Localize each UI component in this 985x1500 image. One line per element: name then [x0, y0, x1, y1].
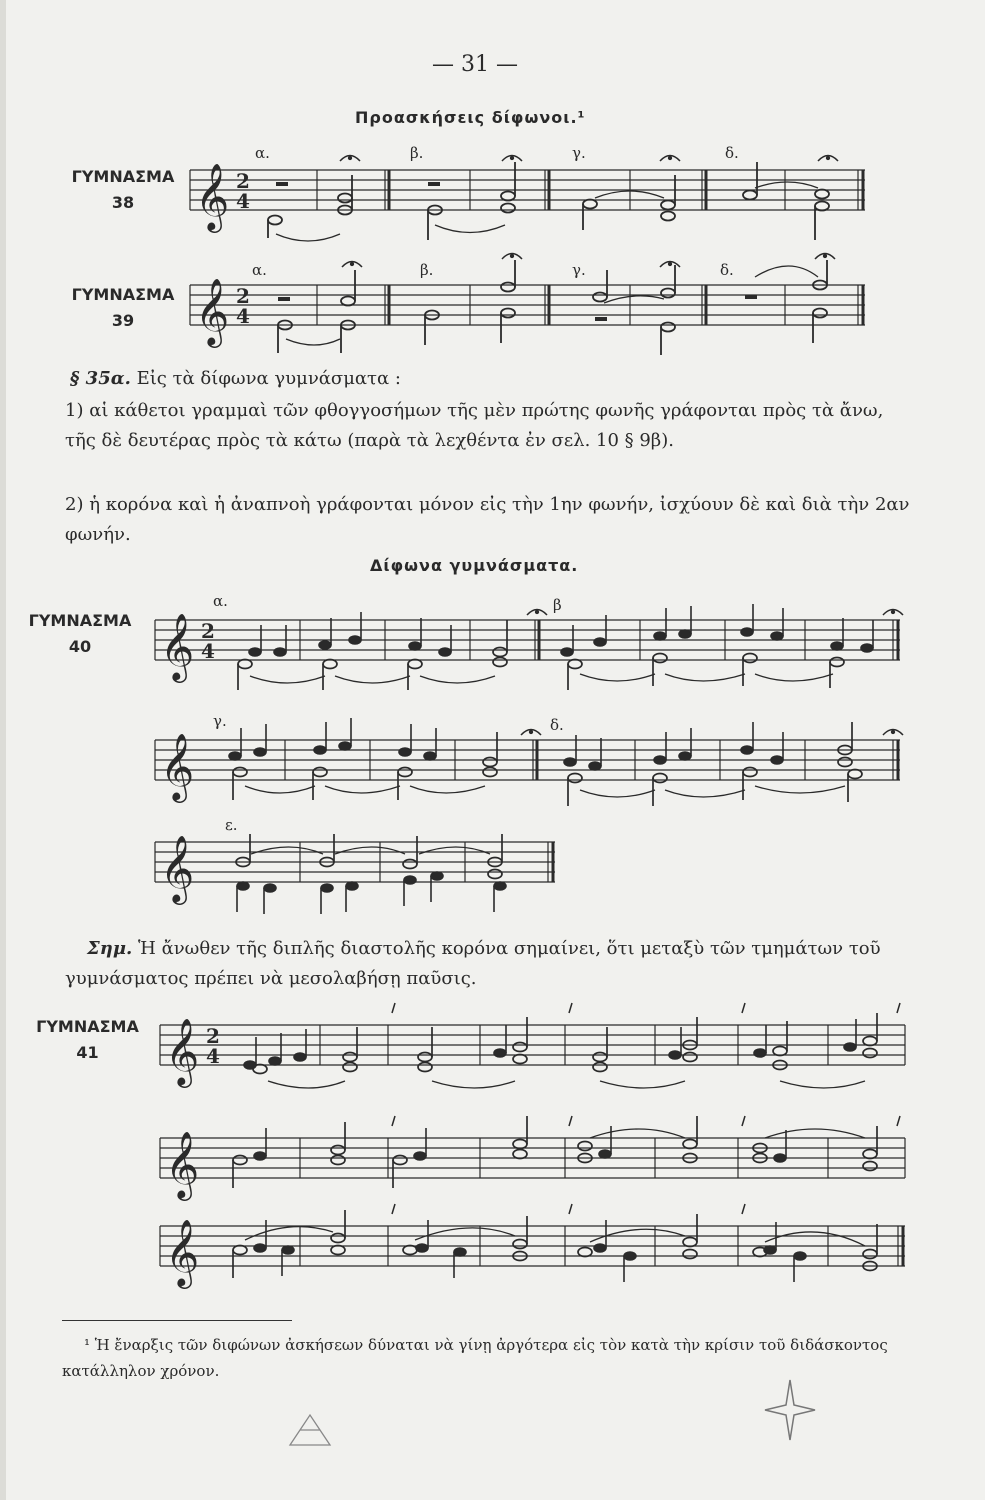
- note-half: [653, 774, 667, 783]
- breath-mark-icon: [569, 1003, 572, 1013]
- staff-40-line3: [155, 812, 565, 922]
- note-half: [815, 190, 829, 199]
- note-half: [418, 1063, 432, 1072]
- section-number: § 35α.: [70, 368, 131, 389]
- note-half: [398, 768, 412, 777]
- note-quarter: [321, 884, 333, 892]
- tie-icon: [765, 1129, 865, 1138]
- breath-mark-icon: [742, 1116, 745, 1126]
- tie-icon: [419, 847, 490, 854]
- tie-icon: [755, 182, 818, 188]
- note-quarter: [741, 746, 753, 754]
- note-quarter: [264, 884, 276, 892]
- tie-icon: [590, 1129, 685, 1138]
- note-quarter: [404, 876, 416, 884]
- note-quarter: [771, 632, 783, 640]
- tie-icon: [432, 1081, 515, 1088]
- section-letter: β: [553, 596, 562, 614]
- note-quarter: [494, 1049, 506, 1057]
- note-quarter: [494, 882, 506, 890]
- tie-icon: [325, 786, 400, 793]
- note-half: [253, 1065, 267, 1074]
- exercise-label-word: ΓΥΜΝΑΣΜΑ: [36, 1017, 139, 1036]
- note-quarter: [294, 1053, 306, 1061]
- note-quarter: [414, 1152, 426, 1160]
- tie-icon: [755, 674, 833, 681]
- footnote-rule: [62, 1320, 292, 1321]
- section-title-exercises: Δίφωνα γυμνάσματα.: [370, 556, 579, 575]
- note-quarter: [416, 1244, 428, 1252]
- note-quarter: [754, 1049, 766, 1057]
- note-half: [268, 216, 282, 225]
- tie-icon: [665, 674, 745, 681]
- note-half: [863, 1150, 877, 1159]
- tie-icon: [755, 786, 845, 793]
- breath-mark-icon: [569, 1204, 572, 1214]
- note-half: [331, 1146, 345, 1155]
- note-quarter: [794, 1252, 806, 1260]
- note-half: [863, 1037, 877, 1046]
- tie-icon: [580, 790, 655, 797]
- half-rest-icon: [595, 317, 607, 321]
- breath-mark-icon: [897, 1116, 900, 1126]
- note-quarter: [339, 742, 351, 750]
- note-quarter: [424, 752, 436, 760]
- note-half: [233, 1246, 247, 1255]
- note-half: [513, 1043, 527, 1052]
- note-half: [683, 1140, 697, 1149]
- note-half: [593, 293, 607, 302]
- note-quarter: [654, 756, 666, 764]
- paragraph-35a-intro: [70, 364, 910, 394]
- exercise-label-word: ΓΥΜΝΑΣΜΑ: [71, 167, 175, 186]
- breath-mark-icon: [392, 1204, 395, 1214]
- note-half: [683, 1250, 697, 1259]
- note-quarter: [589, 762, 601, 770]
- note-half: [338, 194, 352, 203]
- note-half: [830, 658, 844, 667]
- note-half: [661, 212, 675, 221]
- note-half: [848, 770, 862, 779]
- note-half: [483, 768, 497, 777]
- note-half: [813, 309, 827, 318]
- note-half: [493, 648, 507, 657]
- tie-icon: [286, 339, 340, 345]
- exercise-label-41: [30, 1014, 145, 1066]
- time-signature-bottom: 4: [236, 189, 250, 213]
- exercise-number: 38: [111, 193, 135, 212]
- treble-clef-icon: 𝄞: [195, 277, 230, 345]
- time-signature-bottom: 4: [206, 1044, 220, 1068]
- note-half: [661, 201, 675, 210]
- exercise-number: 40: [68, 637, 92, 656]
- time-signature-bottom: 4: [236, 304, 250, 328]
- note-half: [408, 660, 422, 669]
- note-half: [501, 283, 515, 292]
- note-half: [513, 1055, 527, 1064]
- note-quarter: [346, 882, 358, 890]
- section-letter: α.: [255, 144, 270, 162]
- note-half: [501, 309, 515, 318]
- note-half: [683, 1238, 697, 1247]
- note-quarter: [654, 632, 666, 640]
- time-signature-top: 2: [236, 284, 250, 308]
- staff-40-line1: [155, 590, 905, 700]
- exercise-number: 39: [111, 311, 135, 330]
- note-quarter: [431, 872, 443, 880]
- tie-icon: [755, 266, 818, 277]
- pencil-scribble-icon: [280, 1405, 340, 1455]
- staff-41-line3: [160, 1196, 910, 1306]
- note-text: Ἡ ἄνωθεν τῆς διπλῆς διαστολῆς κορόνα σημαίνει, ὅτι μεταξὺ τῶν τμημάτων τοῦ γυμνάσματος πρέπει νὰ μεσολαβήσῃ παῦσις.: [65, 938, 881, 989]
- pencil-star-icon: [760, 1375, 820, 1445]
- treble-clef-icon: 𝄞: [160, 732, 195, 800]
- note-quarter: [679, 752, 691, 760]
- tie-icon: [335, 847, 405, 854]
- note-quarter: [409, 642, 421, 650]
- tie-icon: [600, 1081, 685, 1088]
- exercise-label-word: ΓΥΜΝΑΣΜΑ: [28, 611, 132, 630]
- note-half: [743, 654, 757, 663]
- section-letter: α.: [213, 592, 228, 610]
- breath-mark-icon: [392, 1116, 395, 1126]
- note-half: [331, 1156, 345, 1165]
- note-quarter: [564, 758, 576, 766]
- note-half: [568, 774, 582, 783]
- page-number: — 31 —: [432, 52, 518, 77]
- note-half: [393, 1156, 407, 1165]
- half-rest-icon: [745, 295, 757, 299]
- half-rest-icon: [428, 182, 440, 186]
- exercise-label-word: ΓΥΜΝΑΣΜΑ: [71, 285, 175, 304]
- tie-icon: [765, 1232, 865, 1246]
- note-half: [313, 768, 327, 777]
- note-quarter: [594, 1244, 606, 1252]
- note-half: [743, 768, 757, 777]
- footnote: ¹ Ἡ ἔναρξις τῶν διφώνων ἀσκήσεων δύναται νὰ γίνῃ ἀργότερα εἰς τὸν κατὰ τὴν κρίσιν τοῦ διδάσκοντος κατάλληλον χρόνον.: [62, 1336, 888, 1380]
- tie-icon: [580, 674, 655, 681]
- note-half: [233, 1156, 247, 1165]
- tie-icon: [335, 676, 410, 683]
- note-head: Σημ.: [87, 938, 133, 959]
- note-quarter: [244, 1061, 256, 1069]
- note-half: [661, 323, 675, 332]
- note-quarter: [254, 748, 266, 756]
- page-edge: [0, 0, 6, 1500]
- note-quarter: [831, 642, 843, 650]
- exercise-number: 41: [76, 1043, 99, 1062]
- staff-39: [190, 255, 870, 365]
- note-half: [683, 1053, 697, 1062]
- tie-icon: [245, 786, 315, 793]
- note-quarter: [254, 1152, 266, 1160]
- tie-icon: [435, 225, 505, 233]
- note-half: [343, 1063, 357, 1072]
- time-signature-top: 2: [201, 619, 215, 643]
- time-signature-top: 2: [206, 1024, 220, 1048]
- note-half: [331, 1246, 345, 1255]
- section-title-preliminary: Προασκήσεις δίφωνοι.¹: [355, 108, 586, 127]
- tie-icon: [604, 296, 664, 303]
- exercise-label-38: [58, 164, 188, 216]
- note-half: [743, 191, 757, 200]
- paragraph-35a-rule1: 1) αἱ κάθετοι γραμμαὶ τῶν φθογγοσήμων τῆς μὲν πρώτης φωνῆς γράφονται πρὸς τὰ ἄνω, τῆς δὲ δευτέρας πρὸς τὰ κάτω (παρὰ τὰ λεχθέντα ἐν σελ. 10 § 9β).: [65, 400, 884, 451]
- breath-mark-icon: [742, 1204, 745, 1214]
- treble-clef-icon: 𝄞: [165, 1218, 200, 1286]
- note-quarter: [669, 1051, 681, 1059]
- breath-mark-icon: [392, 1003, 395, 1013]
- time-signature-bottom: 4: [201, 639, 215, 663]
- note-quarter: [269, 1057, 281, 1065]
- note-quarter: [399, 748, 411, 756]
- tie-icon: [410, 786, 485, 793]
- section-letter: γ.: [213, 712, 227, 730]
- note-quarter: [844, 1043, 856, 1051]
- tie-icon: [665, 790, 745, 797]
- note-quarter: [319, 641, 331, 649]
- note-quarter: [741, 628, 753, 636]
- note-half: [513, 1240, 527, 1249]
- section-letter: γ.: [572, 261, 586, 279]
- tie-icon: [251, 847, 323, 854]
- note-half: [418, 1053, 432, 1062]
- tie-icon: [415, 1228, 515, 1240]
- note-half: [488, 870, 502, 879]
- paragraph-35a-rule2: 2) ἡ κορόνα καὶ ἡ ἀναπνοὴ γράφονται μόνον εἰς τὴν 1ην φωνήν, ἰσχύουν δὲ καὶ διὰ τὴν 2αν φωνήν.: [65, 494, 910, 545]
- section-intro-text: Εἰς τὰ δίφωνα γυμνάσματα :: [136, 368, 401, 389]
- breath-mark-icon: [897, 1003, 900, 1013]
- exercise-label-39: [58, 282, 188, 334]
- note-half: [593, 1063, 607, 1072]
- treble-clef-icon: 𝄞: [160, 834, 195, 902]
- note-quarter: [249, 648, 261, 656]
- note-half: [331, 1234, 345, 1243]
- note-quarter: [624, 1252, 636, 1260]
- note-half: [403, 1246, 417, 1255]
- note-half: [815, 202, 829, 211]
- note-paragraph: [65, 934, 915, 994]
- note-half: [323, 660, 337, 669]
- note-half: [863, 1250, 877, 1259]
- half-rest-icon: [278, 297, 290, 301]
- staff-41-line1: [160, 995, 910, 1105]
- note-half: [501, 192, 515, 201]
- tie-icon: [250, 676, 325, 683]
- staff-40-line2: [155, 710, 905, 820]
- treble-clef-icon: 𝄞: [165, 1017, 200, 1085]
- breath-mark-icon: [742, 1003, 745, 1013]
- half-rest-icon: [276, 182, 288, 186]
- note-half: [578, 1248, 592, 1257]
- tie-icon: [268, 1081, 345, 1088]
- note-quarter: [454, 1248, 466, 1256]
- note-half: [493, 658, 507, 667]
- section-letter: α.: [252, 261, 267, 279]
- note-quarter: [229, 752, 241, 760]
- note-quarter: [237, 882, 249, 890]
- note-quarter: [439, 648, 451, 656]
- note-half: [661, 289, 675, 298]
- note-quarter: [561, 648, 573, 656]
- note-quarter: [282, 1246, 294, 1254]
- note-quarter: [771, 756, 783, 764]
- note-quarter: [774, 1154, 786, 1162]
- note-half: [863, 1162, 877, 1171]
- note-quarter: [314, 746, 326, 754]
- treble-clef-icon: 𝄞: [165, 1130, 200, 1198]
- note-half: [838, 758, 852, 767]
- note-quarter: [679, 630, 691, 638]
- time-signature-top: 2: [236, 169, 250, 193]
- tie-icon: [780, 1081, 865, 1088]
- note-half: [233, 768, 247, 777]
- note-half: [513, 1140, 527, 1149]
- section-letter: δ.: [720, 261, 734, 279]
- note-half: [341, 297, 355, 306]
- note-half: [578, 1142, 592, 1151]
- note-quarter: [599, 1150, 611, 1158]
- note-half: [653, 654, 667, 663]
- note-quarter: [861, 644, 873, 652]
- note-half: [568, 660, 582, 669]
- note-quarter: [254, 1244, 266, 1252]
- section-letter: β.: [410, 144, 424, 162]
- breath-mark-icon: [569, 1116, 572, 1126]
- section-letter: ε.: [225, 816, 238, 834]
- note-half: [513, 1150, 527, 1159]
- note-quarter: [274, 648, 286, 656]
- note-half: [501, 204, 515, 213]
- note-half: [773, 1047, 787, 1056]
- treble-clef-icon: 𝄞: [160, 612, 195, 680]
- exercise-label-40: [25, 608, 135, 660]
- note-quarter: [349, 636, 361, 644]
- note-half: [403, 860, 417, 869]
- note-quarter: [594, 638, 606, 646]
- tie-icon: [245, 1227, 333, 1240]
- section-letter: β.: [420, 261, 434, 279]
- note-half: [238, 660, 252, 669]
- tie-icon: [276, 234, 340, 241]
- note-half: [343, 1053, 357, 1062]
- treble-clef-icon: 𝄞: [195, 162, 230, 230]
- note-half: [583, 200, 597, 209]
- note-half: [863, 1049, 877, 1058]
- note-half: [593, 1053, 607, 1062]
- section-letter: δ.: [725, 144, 739, 162]
- staff-38: [190, 140, 870, 250]
- section-letter: γ.: [572, 144, 586, 162]
- tie-icon: [420, 676, 495, 683]
- note-half: [483, 758, 497, 767]
- section-letter: δ.: [550, 716, 564, 734]
